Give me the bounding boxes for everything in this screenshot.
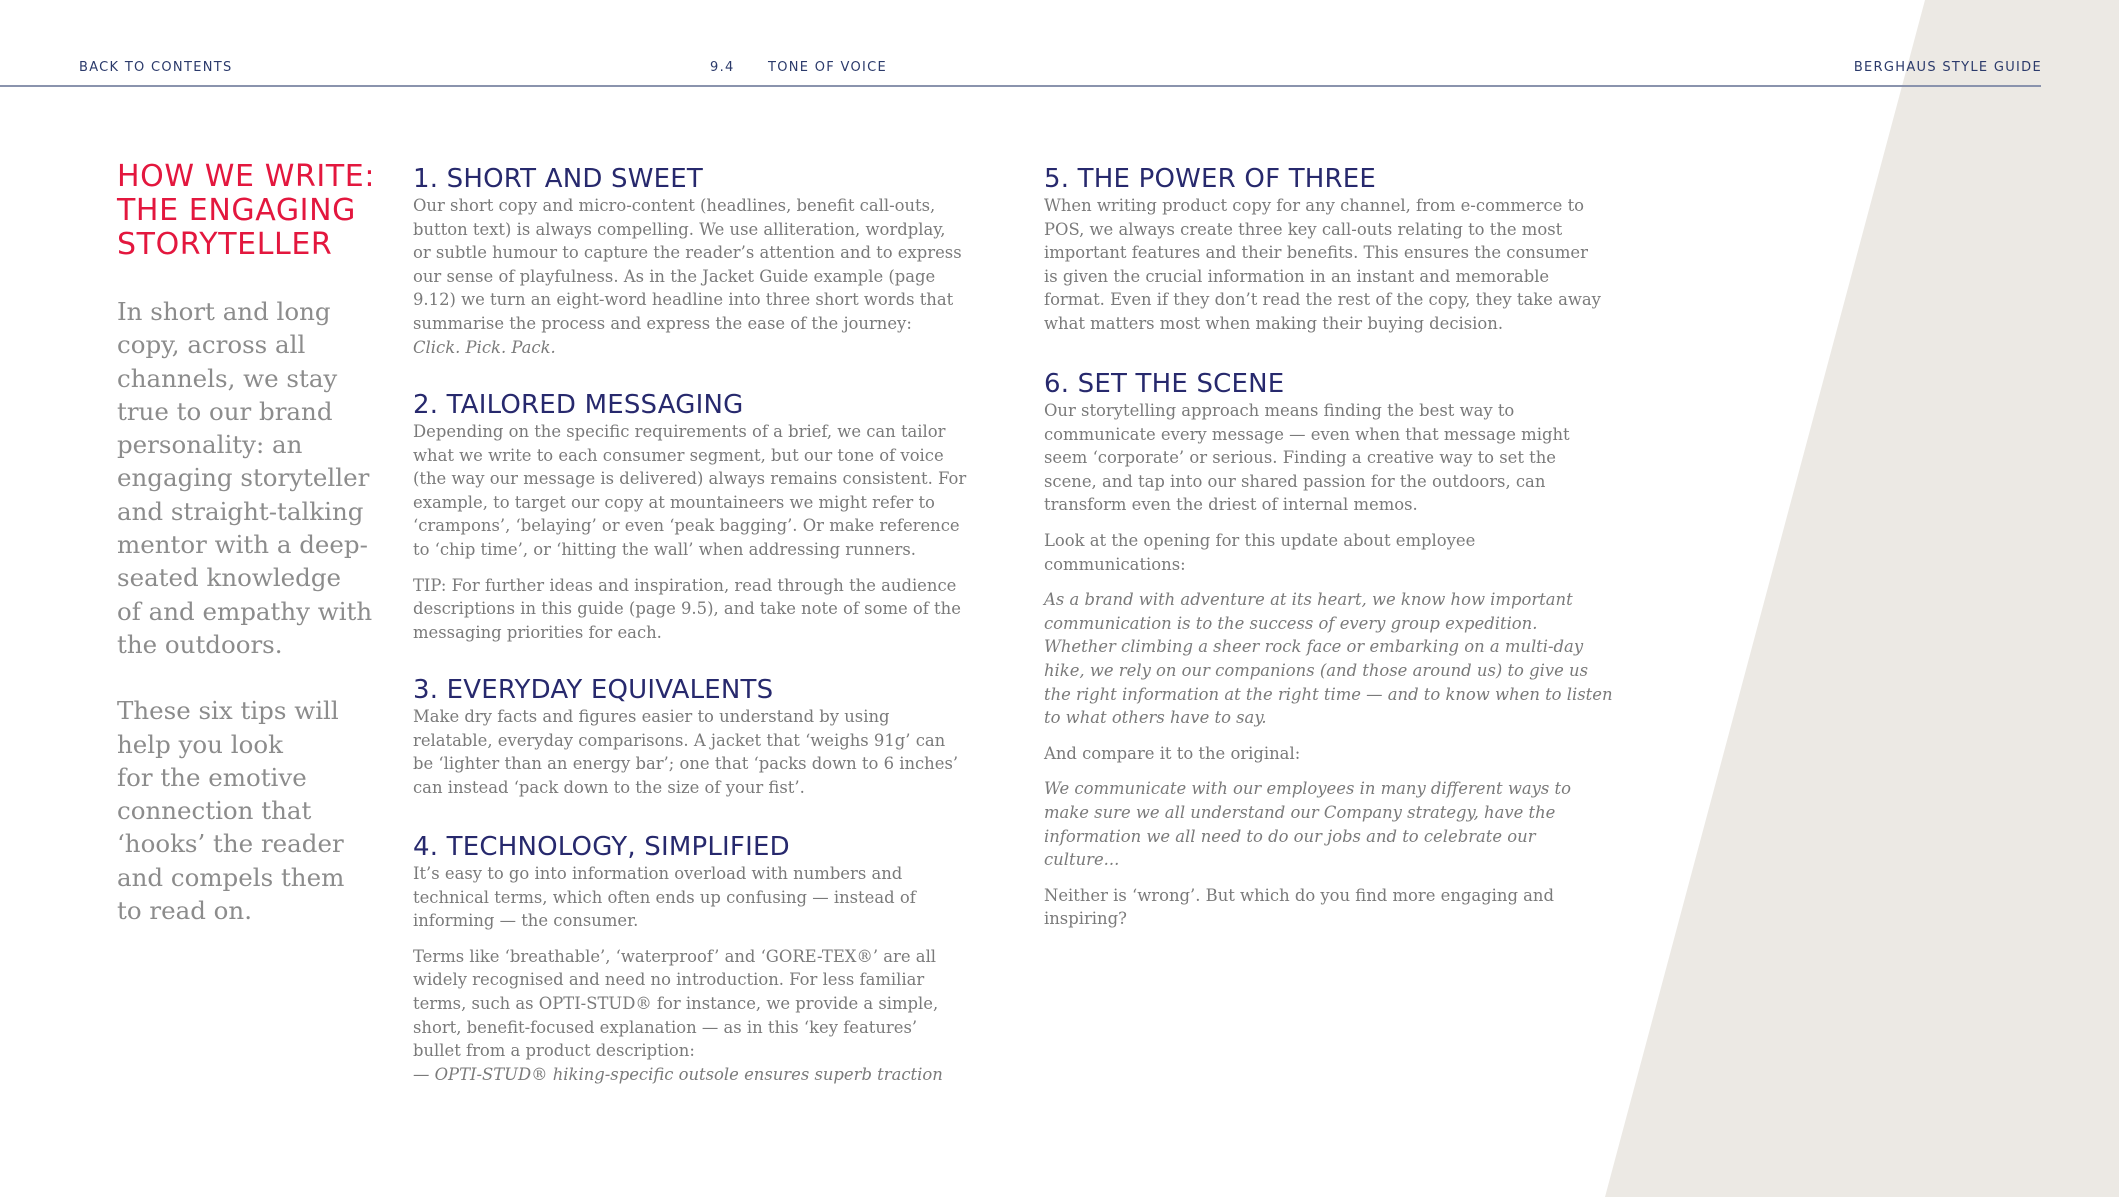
text-line: ‘hooks’ the reader: [117, 829, 344, 859]
section-heading: 1. SHORT AND SWEET: [413, 164, 703, 194]
text-line: copy, across all: [117, 330, 306, 360]
text-line: to ‘chip time’, or ‘hitting the wall’ when addressing runners.: [413, 539, 916, 559]
intro-column: [117, 160, 387, 927]
quote-original: [1044, 777, 1664, 871]
section-body: [413, 862, 1013, 933]
text-line: summarise the process and express the ease of the journey:: [413, 313, 912, 333]
section-power-of-three: [1044, 164, 1664, 336]
text-line: ‘crampons’, ‘belaying’ or even ‘peak bagging’. Or make reference: [413, 516, 960, 536]
text-line: These six tips will: [117, 696, 339, 726]
text-line: of and empathy with: [117, 596, 373, 626]
text-line: and compels them: [117, 862, 345, 892]
intro-title-line: THE ENGAGING: [117, 193, 356, 228]
text-line: communications:: [1044, 554, 1186, 574]
text-line: Depending on the specific requirements of a brief, we can tailor: [413, 422, 946, 441]
text-line: communicate every message — even when that message might: [1044, 424, 1570, 444]
text-line: our sense of playfulness. As in the Jacket Guide example (page: [413, 266, 936, 286]
page-header: [0, 0, 2119, 90]
text-line: the outdoors.: [117, 629, 283, 659]
text-line: communication is to the success of every group expedition.: [1044, 613, 1538, 633]
intro-paragraph: [117, 295, 387, 661]
text-line: widely recognised and need no introduction. For less familiar: [413, 970, 925, 990]
section-heading: 5. THE POWER OF THREE: [1044, 164, 1377, 194]
section-set-the-scene: [1044, 369, 1664, 931]
text-line: messaging priorities for each.: [413, 622, 662, 642]
text-line: example, to target our copy at mountaineers we might refer to: [413, 492, 935, 512]
text-line: 9.12) we turn an eight-word headline into three short words that: [413, 290, 954, 310]
text-line: make sure we all understand our Company strategy, have the: [1044, 802, 1556, 822]
section-title: TONE OF VOICE: [768, 60, 888, 75]
example-text: Click. Pick. Pack.: [413, 337, 556, 357]
text-line: hike, we rely on our companions (and those around us) to give us: [1044, 660, 1588, 680]
text-line: inspiring?: [1044, 909, 1127, 929]
text-line: the right information at the right time — and to know when to listen: [1044, 684, 1613, 704]
section-everyday-equivalents: [413, 675, 1013, 799]
text-line: Terms like ‘breathable’, ‘waterproof’ and ‘GORE-TEX®’ are all: [413, 946, 937, 966]
text-line: can instead ‘pack down to the size of your fist’.: [413, 777, 805, 797]
text-line: descriptions in this guide (page 9.5), and take note of some of the: [413, 599, 961, 619]
text-line: or subtle humour to capture the reader’s attention and to express: [413, 243, 962, 263]
text-line: Whether climbing a sheer rock face or embarking on a multi-day: [1044, 637, 1584, 657]
text-line: important features and their benefits. This ensures the consumer: [1044, 243, 1588, 263]
text-line: short, benefit-focused explanation — as in this ‘key features’: [413, 1017, 918, 1037]
text-line: TIP: For further ideas and inspiration, read through the audience: [413, 575, 957, 595]
text-line: engaging storyteller: [117, 463, 370, 493]
text-line: Our storytelling approach means finding the best way to: [1044, 401, 1515, 420]
intro-title-line: STORYTELLER: [117, 227, 333, 262]
text-line: personality: an: [117, 430, 303, 460]
tip-paragraph: [413, 574, 1013, 645]
section-tailored-messaging: [413, 390, 1013, 644]
section-body: [1044, 399, 1664, 517]
section-short-and-sweet: [413, 164, 1013, 359]
example-text: — OPTI-STUD® hiking-specific outsole ensures superb traction: [413, 1064, 943, 1084]
section-body: [413, 420, 1013, 562]
intro-title: [117, 160, 387, 262]
text-line: Look at the opening for this update about employee: [1044, 530, 1476, 550]
text-line: what matters most when making their buying decision.: [1044, 313, 1504, 333]
text-line: terms, such as OPTI-STUD® for instance, we provide a simple,: [413, 993, 939, 1013]
text-line: When writing product copy for any channel, from e-commerce to: [1044, 196, 1585, 215]
intro-title-line: HOW WE WRITE:: [117, 159, 376, 194]
text-line: In short and long: [117, 297, 331, 326]
text-line: transform even the driest of internal memos.: [1044, 495, 1418, 515]
text-line: mentor with a deep-: [117, 530, 368, 560]
section-technology-simplified: [413, 832, 1013, 1086]
lead-paragraph: [1044, 529, 1664, 576]
text-line: Neither is ‘wrong’. But which do you find more engaging and: [1044, 885, 1554, 905]
text-line: relatable, everyday comparisons. A jacket that ‘weighs 91g’ can: [413, 730, 946, 750]
text-line: to read on.: [117, 896, 252, 926]
closing-paragraph: [1044, 884, 1664, 931]
text-line: POS, we always create three key call-outs relating to the most: [1044, 219, 1563, 239]
text-line: We communicate with our employees in many different ways to: [1044, 779, 1571, 799]
guide-title: BERGHAUS STYLE GUIDE: [1853, 60, 2042, 75]
text-line: what we write to each consumer segment, but our tone of voice: [413, 445, 944, 465]
compare-text: And compare it to the original:: [1044, 743, 1301, 763]
text-line: Our short copy and micro-content (headlines, benefit call-outs,: [413, 196, 936, 215]
text-line: bullet from a product description:: [413, 1041, 695, 1061]
text-line: for the emotive: [117, 762, 307, 792]
section-body: [413, 945, 1013, 1087]
text-line: format. Even if they don’t read the rest of the copy, they take away: [1044, 290, 1601, 310]
section-body: [1044, 194, 1664, 336]
text-line: seated knowledge: [117, 563, 342, 593]
text-line: seem ‘corporate’ or serious. Finding a creative way to set the: [1044, 448, 1557, 468]
section-body: [413, 194, 1013, 359]
text-line: information we all need to do our jobs and to celebrate our: [1044, 826, 1536, 846]
quote-example: [1044, 588, 1664, 730]
text-line: true to our brand: [117, 396, 333, 426]
back-to-contents-link[interactable]: BACK TO CONTENTS: [79, 60, 233, 75]
text-line: channels, we stay: [117, 363, 338, 393]
text-line: be ‘lighter than an energy bar’; one that ‘packs down to 6 inches’: [413, 754, 959, 774]
text-line: and straight-talking: [117, 496, 364, 526]
section-heading: 2. TAILORED MESSAGING: [413, 390, 744, 420]
header-divider: [0, 85, 2041, 87]
text-line: culture...: [1044, 850, 1120, 870]
text-line: button text) is always compelling. We use alliteration, wordplay,: [413, 219, 946, 239]
text-line: informing — the consumer.: [413, 911, 639, 931]
text-line: It’s easy to go into information overload with numbers and: [413, 864, 903, 883]
section-heading: 4. TECHNOLOGY, SIMPLIFIED: [413, 832, 790, 862]
section-body: [413, 705, 1013, 799]
text-line: As a brand with adventure at its heart, we know how important: [1044, 590, 1573, 610]
intro-paragraph: [117, 694, 387, 927]
text-line: scene, and tap into our shared passion for the outdoors, can: [1044, 471, 1546, 491]
text-line: to what others have to say.: [1044, 708, 1267, 728]
text-line: is given the crucial information in an instant and memorable: [1044, 266, 1550, 286]
text-line: (the way our message is delivered) always remains consistent. For: [413, 469, 967, 489]
text-line: connection that: [117, 796, 312, 826]
text-line: technical terms, which often ends up confusing — instead of: [413, 887, 916, 907]
section-number: 9.4: [710, 60, 735, 75]
text-line: help you look: [117, 729, 283, 759]
section-heading: 3. EVERYDAY EQUIVALENTS: [413, 675, 774, 705]
section-heading: 6. SET THE SCENE: [1044, 369, 1285, 399]
text-line: Make dry facts and figures easier to understand by using: [413, 707, 890, 726]
